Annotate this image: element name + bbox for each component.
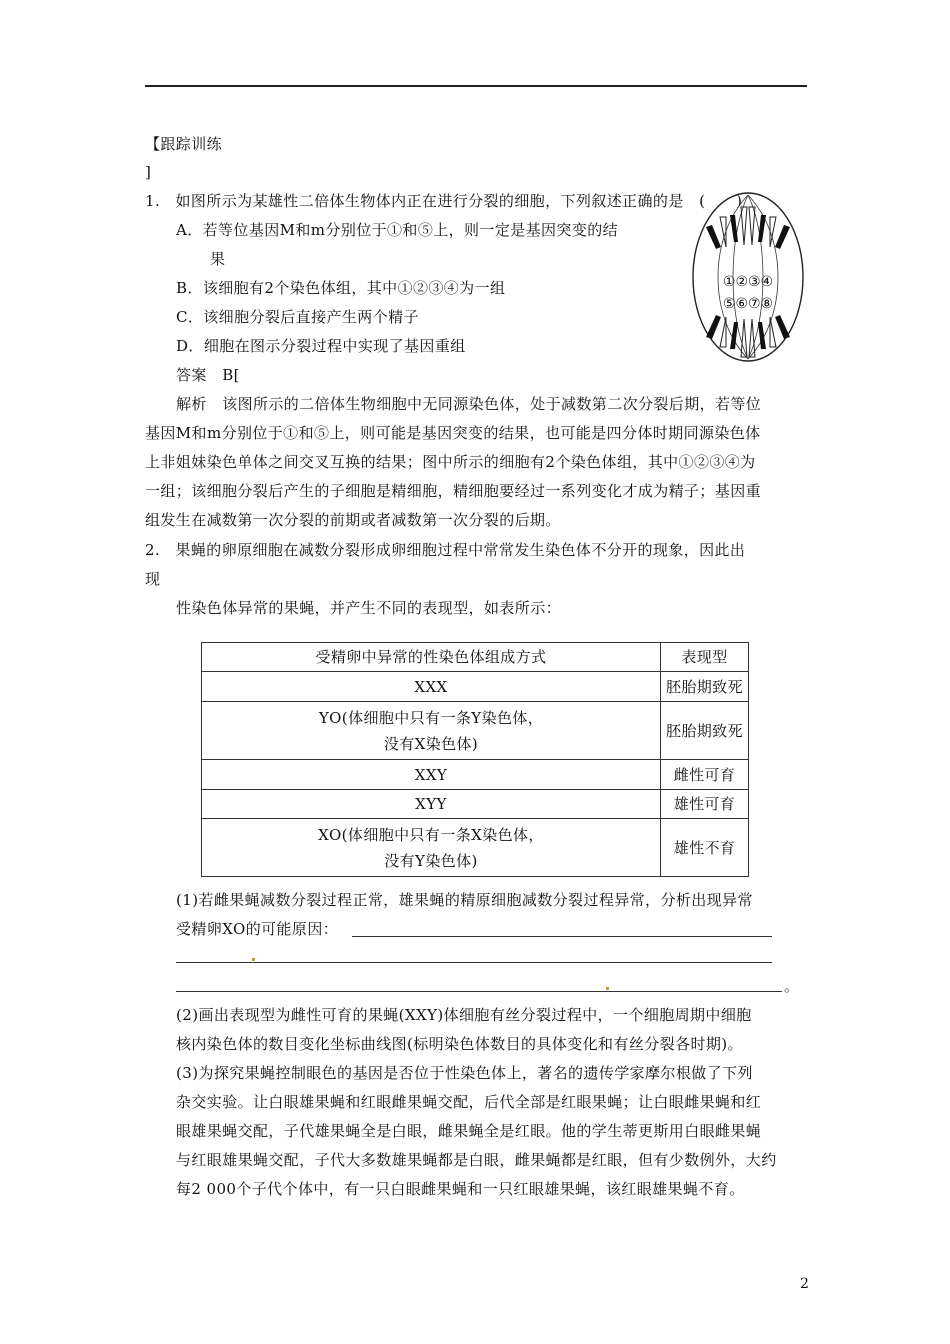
composition-line: 没有X染色体) — [383, 734, 479, 753]
table-cell-phenotype: 胚胎期致死 — [661, 672, 749, 702]
header-rule — [145, 85, 807, 87]
dividing-cell-figure — [688, 187, 808, 367]
table-cell-composition: XXX — [202, 672, 661, 702]
figure-labels-bottom: ⑤⑥⑦⑧ — [722, 296, 774, 312]
table-header-row — [202, 643, 749, 672]
table-cell-phenotype: 雌性可育 — [661, 760, 749, 790]
figure-labels-top: ①②③④ — [722, 274, 774, 290]
table-cell-phenotype: 雄性不育 — [661, 819, 749, 877]
composition-line: YO(体细胞中只有一条Y染色体， — [318, 708, 544, 727]
table-header-composition: 受精卵中异常的性染色体组成方式 — [202, 643, 661, 672]
table-header-phenotype: 表现型 — [661, 643, 749, 672]
q2-sub3-line-1: (3)为探究果蝇控制眼色的基因是否位于性染色体上，著名的遗传学家摩尔根做了下列 — [176, 1064, 753, 1082]
table-row — [202, 790, 749, 819]
table-cell-composition — [202, 819, 661, 877]
q2-sub2: (2)画出表现型为雌性可育的果蝇(XXY)体细胞有丝分裂过程中，一个细胞周期中细胞 — [176, 1006, 752, 1024]
table-cell-composition — [202, 702, 661, 760]
answer-blank-2[interactable] — [176, 962, 772, 963]
q1-option-a: A．若等位基因M和m分别位于①和⑤上，则一定是基因突变的结 — [176, 221, 619, 239]
q2-sub1: (1)若雌果蝇减数分裂过程正常，雄果蝇的精原细胞减数分裂过程异常，分析出现异常 — [176, 891, 753, 909]
q1-option-b: B．该细胞有2个染色体组，其中①②③④为一组 — [176, 279, 506, 297]
composition-line: 没有Y染色体) — [384, 851, 478, 870]
page-number: 2 — [800, 1276, 809, 1292]
chromosomes-top-outline — [720, 207, 776, 247]
q2-sub1-period: 。 — [784, 977, 800, 995]
q2-sub3-line-5: 每2 000个子代个体中，有一只白眼雌果蝇和一只红眼雄果蝇，该红眼雄果蝇不育。 — [176, 1180, 745, 1198]
table-cell-phenotype: 胚胎期致死 — [661, 702, 749, 760]
q1-analysis-line-5: 组发生在减数第一次分裂的前期或者减数第一次分裂的后期。 — [145, 511, 561, 529]
table-cell-composition: XYY — [202, 790, 661, 819]
q2-sub3-line-4: 与红眼雄果蝇交配，子代大多数雄果蝇都是白眼，雌果蝇都是红眼，但有少数例外，大约 — [176, 1151, 777, 1169]
chromosomes-bottom-outline — [720, 317, 776, 357]
sex-chromosome-table — [201, 642, 749, 877]
table-row — [202, 672, 749, 702]
table-row — [202, 702, 749, 760]
q1-analysis-line-3: 上非姐妹染色单体之间交叉互换的结果；图中所示的细胞有2个染色体组，其中①②③④为 — [145, 453, 756, 471]
section-title: 【跟踪训练 — [145, 135, 223, 153]
table-row — [202, 819, 749, 877]
answer-blank-3[interactable] — [176, 991, 782, 992]
q1-analysis-line-4: 一组；该细胞分裂后产生的子细胞是精细胞，精细胞要经过一系列变化才成为精子；基因重 — [145, 482, 762, 500]
speck — [252, 958, 255, 961]
section-title-bracket: ] — [145, 163, 152, 181]
q1-option-a-cont: 果 — [210, 250, 226, 268]
speck — [606, 987, 609, 990]
q1-option-d: D．细胞在图示分裂过程中实现了基因重组 — [176, 337, 466, 355]
q2-sub3-line-3: 眼雄果蝇交配，子代雄果蝇全是白眼，雌果蝇全是红眼。他的学生蒂更斯用白眼雌果蝇 — [176, 1122, 762, 1140]
q2-sub1-cont: 受精卵XO的可能原因： — [176, 920, 339, 938]
q2-stem-cont: 现 — [145, 570, 161, 588]
table-cell-phenotype: 雄性可育 — [661, 790, 749, 819]
chromosomes-top — [706, 215, 790, 249]
q1-analysis-line-2: 基因M和m分别位于①和⑤上，则可能是基因突变的结果，也可能是四分体时期同源染色体 — [145, 424, 761, 442]
q2-sub2-cont: 核内染色体的数目变化坐标曲线图(标明染色体数目的具体变化和有丝分裂各时期)。 — [176, 1035, 743, 1053]
chromosomes-bottom — [706, 315, 790, 349]
q1-stem: 1. 如图所示为某雄性二倍体生物体内正在进行分裂的细胞，下列叙述正确的是 ( ) — [145, 192, 743, 210]
q1-analysis-line-1: 解析 该图所示的二倍体生物细胞中无同源染色体，处于减数第二次分裂后期，若等位 — [176, 395, 762, 413]
answer-blank-1[interactable] — [352, 936, 772, 937]
q1-answer: 答案 B[ — [176, 366, 240, 384]
table-cell-composition: XXY — [202, 760, 661, 790]
q1-option-c: C．该细胞分裂后直接产生两个精子 — [176, 308, 419, 326]
composition-line: XO(体细胞中只有一条X染色体， — [318, 825, 544, 844]
q2-sub3-line-2: 杂交实验。让白眼雄果蝇和红眼雌果蝇交配，后代全部是红眼果蝇；让白眼雌果蝇和红 — [176, 1093, 762, 1111]
q2-stem: 2. 果蝇的卵原细胞在减数分裂形成卵细胞过程中常常发生染色体不分开的现象，因此出 — [145, 541, 746, 559]
table-row — [202, 760, 749, 790]
q2-stem-line3: 性染色体异常的果蝇，并产生不同的表现型，如表所示： — [176, 599, 562, 617]
